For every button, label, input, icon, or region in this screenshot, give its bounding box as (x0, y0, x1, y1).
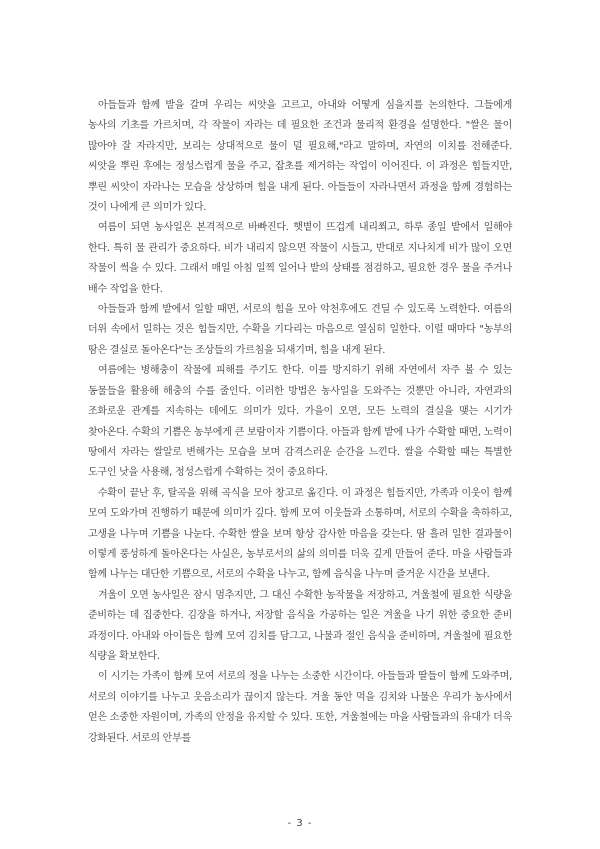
document-body (88, 96, 512, 749)
paragraph: 아들들과 함께 밭을 갈며 우리는 씨앗을 고르고, 아내와 어떻게 심을지를 논의한다. 그들에게 농사의 기초를 가르치며, 각 작물이 자라는 데 필요한 조건과 물리적 환경을 설명한다. "쌀은 물이 많아야 잘 자라지만, 보리는 상대적으로 물이 덜 필요해,"라고 말하며, 자연의 이치를 전해준다. 씨앗을 뿌린 후에는 정성스럽게 물을 주고, 잡초를 제거하는 작업이 이어진다. 이 과정은 힘들지만, 뿌린 씨앗이 자라나는 모습을 상상하며 힘을 내게 된다. 아들들이 자라나면서 과정을 함께 경험하는 것이 나에게 큰 의미가 있다. (88, 100, 512, 214)
paragraph: 여름이 되면 농사일은 본격적으로 바빠진다. 햇볕이 뜨겁게 내리쬐고, 하루 종일 밭에서 일해야 한다. 특히 물 관리가 중요하다. 비가 내리지 않으면 작물이 시들고, 반대로 지나치게 비가 많이 오면 작물이 썩을 수 있다. 그래서 매일 아침 일찍 일어나 밭의 상태를 점검하고, 필요한 경우 물을 주거나 배수 작업을 한다. (88, 222, 512, 295)
page-number: - 3 - (287, 818, 313, 829)
paragraph: 수확이 끝난 후, 탈곡을 위해 곡식을 모아 창고로 옮긴다. 이 과정은 힘들지만, 가족과 이웃이 함께 모여 도와가며 진행하기 때문에 의미가 깊다. 함께 모여 이웃들과 소통하며, 서로의 수확을 축하하고, 고생을 나누며 기쁨을 나눈다. 수확한 쌀을 보며 항상 감사한 마음을 갖는다. 땀 흘려 일한 결과물이 이렇게 풍성하게 돌아온다는 사실은, 농부로서의 삶의 의미를 더욱 깊게 만들어 준다. 마을 사람들과 함께 나누는 대단한 기쁨으로, 서로의 수확을 나누고, 함께 음식을 나누며 즐거운 시간을 보낸다. (88, 487, 512, 581)
paragraph: 여름에는 병해충이 작물에 피해를 주기도 한다. 이를 방지하기 위해 자연에서 자주 볼 수 있는 동물들을 활용해 해충의 수를 줄인다. 이러한 방법은 농사일을 도와주는 것뿐만 아니라, 자연과의 조화로운 관계를 지속하는 데에도 의미가 있다. 가을이 오면, 모든 노력의 결실을 맺는 시기가 찾아온다. 수확의 기쁨은 농부에게 큰 보람이자 기쁨이다. 아들과 함께 밭에 나가 수확할 때면, 노력이 땅에서 자라는 쌀알로 변해가는 모습을 보며 감격스러운 순간을 느낀다. 쌀을 수확할 때는 특별한 도구인 낫을 사용해, 정성스럽게 수확하는 것이 중요하다. (88, 365, 512, 479)
paragraph: 겨울이 오면 농사일은 잠시 멈추지만, 그 대신 수확한 농작물을 저장하고, 겨울철에 필요한 식량을 준비하는 데 집중한다. 김장을 하거나, 저장할 음식을 가공하는 일은 겨울을 나기 위한 중요한 준비 과정이다. 아내와 아이들은 함께 모여 김치를 담그고, 나물과 절인 음식을 준비하며, 겨울철에 필요한 식량을 확보한다. (88, 589, 512, 662)
paragraph: 이 시기는 가족이 함께 모여 서로의 정을 나누는 소중한 시간이다. 아들들과 딸들이 함께 도와주며, 서로의 이야기를 나누고 웃음소리가 끊이지 않는다. 겨울 동안 먹을 김치와 나물은 우리가 농사에서 얻은 소중한 자원이며, 가족의 안정을 유지할 수 있다. 또한, 겨울철에는 마을 사람들과의 유대가 더욱 강화된다. 서로의 안부를 (88, 671, 512, 744)
paragraph: 아들들과 함께 밭에서 일할 때면, 서로의 힘을 모아 악천후에도 견딜 수 있도록 노력한다. 여름의 더위 속에서 일하는 것은 힘들지만, 수확을 기다리는 마음으로 열심히 일한다. 이럴 때마다 "농부의 땀은 결실로 돌아온다"는 조상들의 가르침을 되새기며, 힘을 내게 된다. (88, 304, 512, 356)
